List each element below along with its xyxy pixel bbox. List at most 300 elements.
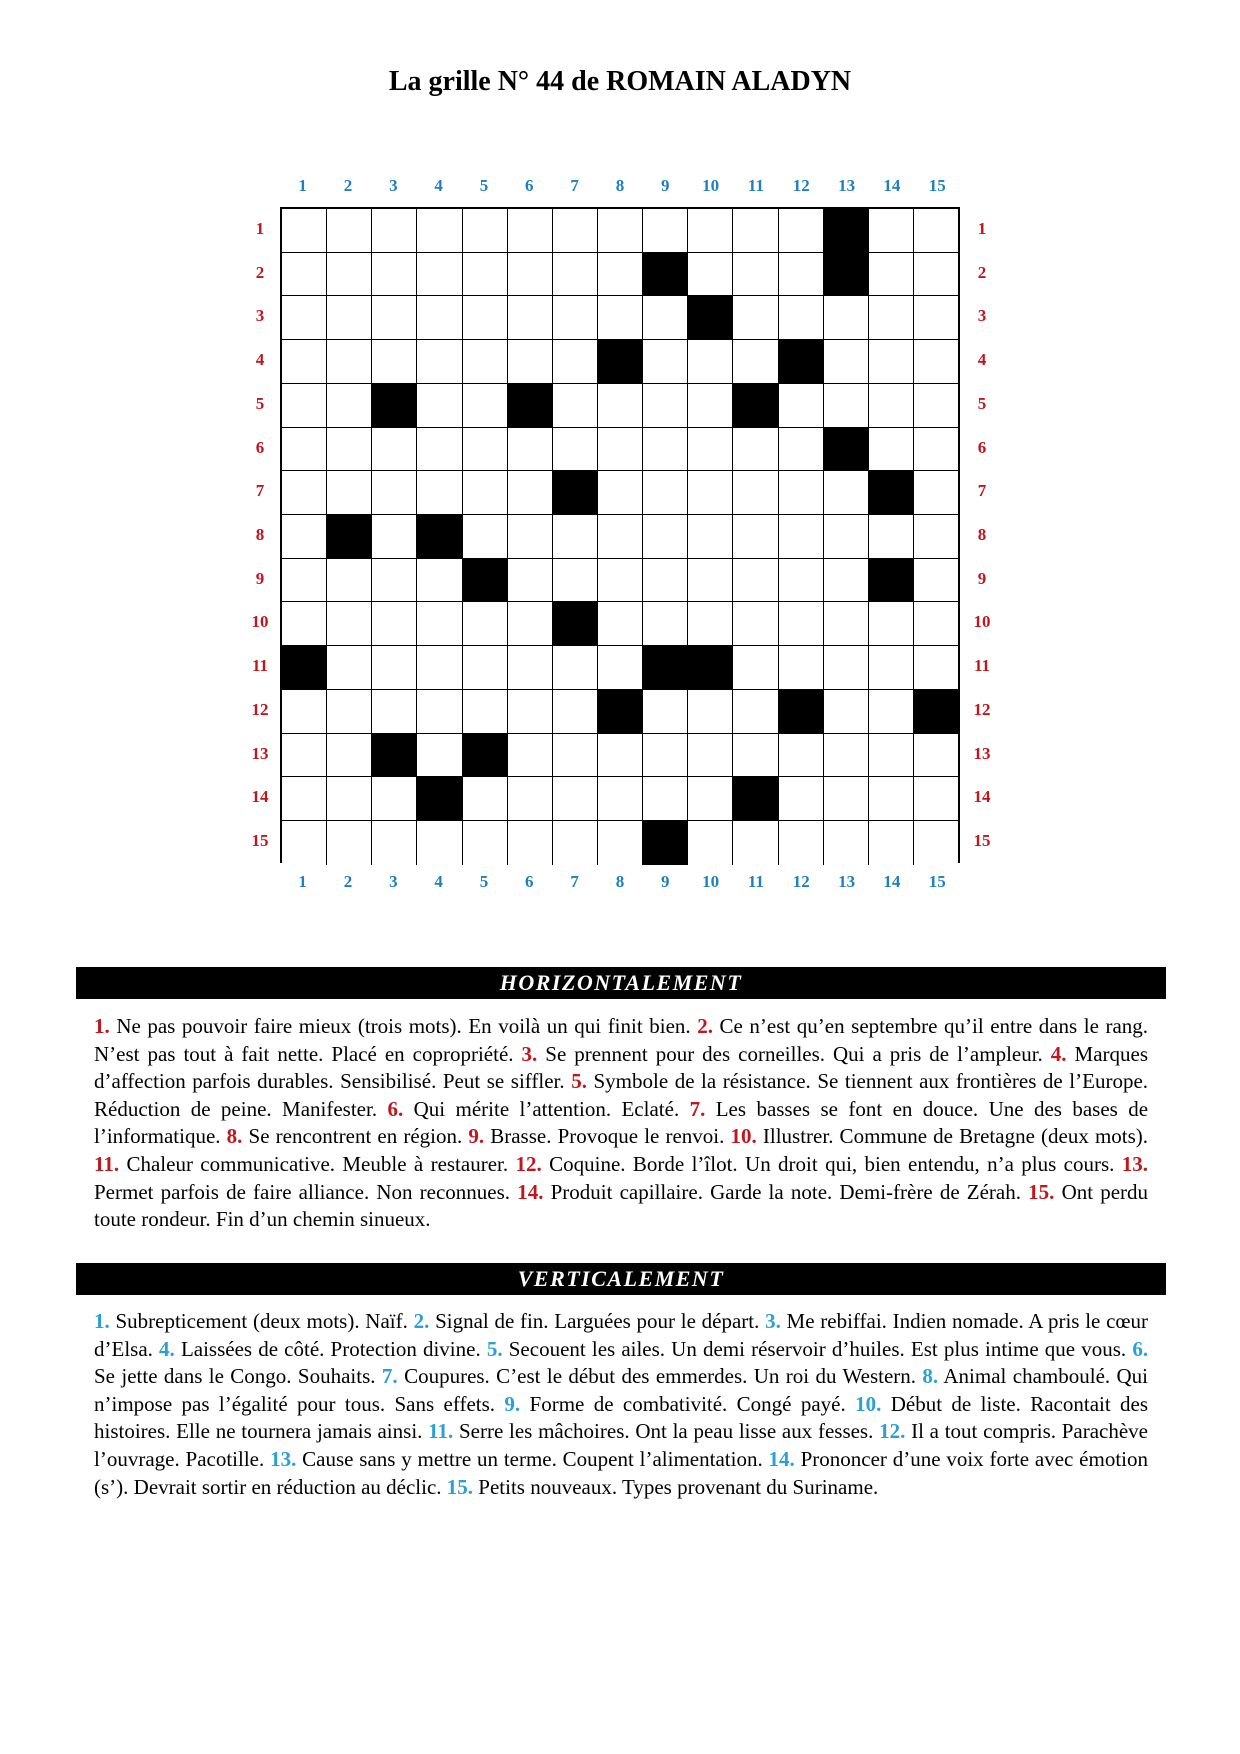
column-number: 4 <box>434 872 443 891</box>
white-cell[interactable] <box>598 734 643 778</box>
white-cell[interactable] <box>463 253 508 297</box>
white-cell[interactable] <box>733 471 778 515</box>
white-cell[interactable] <box>733 646 778 690</box>
white-cell[interactable] <box>824 602 869 646</box>
clue-text: Signal de fin. Larguées pour le départ. <box>435 1309 760 1333</box>
white-cell[interactable] <box>824 646 869 690</box>
white-cell[interactable] <box>417 471 462 515</box>
column-number: 7 <box>570 872 579 891</box>
row-number: 4 <box>977 350 987 370</box>
black-cell <box>553 471 598 515</box>
white-cell[interactable] <box>417 559 462 603</box>
white-cell[interactable] <box>553 209 598 253</box>
white-cell[interactable] <box>282 734 327 778</box>
white-cell[interactable] <box>372 602 417 646</box>
white-cell[interactable] <box>688 428 733 472</box>
black-cell <box>372 734 417 778</box>
white-cell[interactable] <box>417 296 462 340</box>
white-cell[interactable] <box>553 384 598 428</box>
white-cell[interactable] <box>417 253 462 297</box>
white-cell[interactable] <box>508 821 553 865</box>
white-cell[interactable] <box>553 690 598 734</box>
clue-text: Cause sans y mettre un terme. Coupent l’alimentation. <box>302 1446 763 1471</box>
white-cell[interactable] <box>463 209 508 253</box>
white-cell[interactable] <box>598 515 643 559</box>
clue-text: Qui mérite l’attention. Eclaté. <box>413 1096 680 1121</box>
black-cell <box>824 253 869 297</box>
white-cell[interactable] <box>733 559 778 603</box>
white-cell[interactable] <box>643 602 688 646</box>
black-cell <box>688 646 733 690</box>
clue-text: Animal chamboulé. Qui n’impose pas l’égalité pour tous. Sans effets. <box>94 1364 1149 1416</box>
white-cell[interactable] <box>508 428 553 472</box>
white-cell[interactable] <box>733 602 778 646</box>
white-cell[interactable] <box>688 690 733 734</box>
white-cell[interactable] <box>869 690 914 734</box>
column-number: 12 <box>792 872 810 891</box>
vertical-heading: VERTICALEMENT <box>76 1263 1166 1295</box>
white-cell[interactable] <box>372 690 417 734</box>
grid-row <box>282 646 958 690</box>
column-number: 1 <box>298 176 307 195</box>
white-cell[interactable] <box>508 471 553 515</box>
column-number: 3 <box>389 872 398 891</box>
white-cell[interactable] <box>914 253 958 297</box>
white-cell[interactable] <box>869 821 914 865</box>
clue-text: Ce n’est qu’en septembre qu’il entre dans le rang. N’est pas tout à fait nette. Placé en copropriété. <box>94 1014 1149 1066</box>
white-cell[interactable] <box>417 821 462 865</box>
white-cell[interactable] <box>282 340 327 384</box>
white-cell[interactable] <box>733 340 778 384</box>
row-number: 11 <box>973 656 991 676</box>
grid-row <box>282 734 958 778</box>
white-cell[interactable] <box>598 777 643 821</box>
white-cell[interactable] <box>508 690 553 734</box>
white-cell[interactable] <box>824 384 869 428</box>
clue-text: Coupures. C’est le début des emmerdes. Un roi du Western. <box>404 1364 917 1389</box>
clue-text: Marques d’affection parfois durables. Sensibilisé. Peut se siffler. <box>94 1041 1149 1094</box>
column-number: 1 <box>298 872 307 891</box>
white-cell[interactable] <box>372 428 417 472</box>
white-cell[interactable] <box>553 515 598 559</box>
white-cell[interactable] <box>643 384 688 428</box>
black-cell <box>417 777 462 821</box>
clue-number: 1. <box>94 1309 110 1333</box>
white-cell[interactable] <box>643 340 688 384</box>
white-cell[interactable] <box>372 559 417 603</box>
column-number: 14 <box>883 176 901 195</box>
page-title: La grille N° 44 de ROMAIN ALADYN <box>388 66 852 97</box>
white-cell[interactable] <box>282 471 327 515</box>
black-cell <box>553 602 598 646</box>
white-cell[interactable] <box>733 209 778 253</box>
column-number: 6 <box>525 872 534 891</box>
white-cell[interactable] <box>372 646 417 690</box>
white-cell[interactable] <box>372 253 417 297</box>
white-cell[interactable] <box>282 209 327 253</box>
white-cell[interactable] <box>372 777 417 821</box>
white-cell[interactable] <box>417 602 462 646</box>
black-cell <box>643 253 688 297</box>
white-cell[interactable] <box>688 602 733 646</box>
row-number: 2 <box>977 262 987 282</box>
white-cell[interactable] <box>869 428 914 472</box>
black-cell <box>643 821 688 865</box>
column-number: 15 <box>928 872 946 891</box>
white-cell[interactable] <box>463 602 508 646</box>
white-cell[interactable] <box>643 209 688 253</box>
row-number: 13 <box>251 743 269 763</box>
white-cell[interactable] <box>733 690 778 734</box>
white-cell[interactable] <box>508 646 553 690</box>
white-cell[interactable] <box>733 428 778 472</box>
clue-number: 9. <box>504 1391 521 1416</box>
white-cell[interactable] <box>914 777 958 821</box>
black-cell <box>282 646 327 690</box>
black-cell <box>327 515 372 559</box>
row-number: 15 <box>251 831 269 851</box>
white-cell[interactable] <box>733 515 778 559</box>
white-cell[interactable] <box>372 209 417 253</box>
white-cell[interactable] <box>914 296 958 340</box>
white-cell[interactable] <box>733 821 778 865</box>
white-cell[interactable] <box>553 340 598 384</box>
clue-number: 2. <box>697 1014 713 1038</box>
white-cell[interactable] <box>417 734 462 778</box>
white-cell[interactable] <box>779 821 824 865</box>
white-cell[interactable] <box>824 515 869 559</box>
row-number: 12 <box>973 699 991 719</box>
black-cell <box>779 690 824 734</box>
white-cell[interactable] <box>327 690 372 734</box>
clue-text: Ne pas pouvoir faire mieux (trois mots). En voilà un qui finit bien. <box>116 1014 691 1038</box>
clue-number: 7. <box>381 1364 398 1389</box>
white-cell[interactable] <box>643 690 688 734</box>
white-cell[interactable] <box>779 734 824 778</box>
white-cell[interactable] <box>553 428 598 472</box>
white-cell[interactable] <box>824 777 869 821</box>
white-cell[interactable] <box>508 209 553 253</box>
white-cell[interactable] <box>553 777 598 821</box>
white-cell[interactable] <box>688 777 733 821</box>
white-cell[interactable] <box>688 734 733 778</box>
black-cell <box>779 340 824 384</box>
white-cell[interactable] <box>824 296 869 340</box>
white-cell[interactable] <box>598 602 643 646</box>
clue-text: Forme de combativité. Congé payé. <box>529 1391 846 1416</box>
white-cell[interactable] <box>463 296 508 340</box>
white-cell[interactable] <box>688 384 733 428</box>
clue-number: 7. <box>689 1096 706 1121</box>
white-cell[interactable] <box>598 296 643 340</box>
white-cell[interactable] <box>914 821 958 865</box>
white-cell[interactable] <box>327 384 372 428</box>
clue-number: 4. <box>1050 1041 1067 1066</box>
row-number: 5 <box>255 393 265 413</box>
white-cell[interactable] <box>598 384 643 428</box>
white-cell[interactable] <box>688 821 733 865</box>
white-cell[interactable] <box>327 471 372 515</box>
vertical-clues <box>94 1308 1148 1501</box>
row-number: 11 <box>251 656 269 676</box>
clue-number: 4. <box>159 1336 175 1361</box>
white-cell[interactable] <box>869 646 914 690</box>
white-cell[interactable] <box>417 384 462 428</box>
white-cell[interactable] <box>688 253 733 297</box>
column-number: 4 <box>434 176 443 195</box>
white-cell[interactable] <box>598 253 643 297</box>
white-cell[interactable] <box>327 209 372 253</box>
white-cell[interactable] <box>553 734 598 778</box>
column-number: 9 <box>661 176 670 195</box>
white-cell[interactable] <box>463 428 508 472</box>
white-cell[interactable] <box>327 340 372 384</box>
white-cell[interactable] <box>508 253 553 297</box>
white-cell[interactable] <box>869 602 914 646</box>
white-cell[interactable] <box>598 559 643 603</box>
row-number: 6 <box>255 437 265 457</box>
white-cell[interactable] <box>463 340 508 384</box>
white-cell[interactable] <box>327 296 372 340</box>
clue-text: Coquine. Borde l’îlot. Un droit qui, bien entendu, n’a plus cours. <box>549 1151 1115 1176</box>
white-cell[interactable] <box>779 209 824 253</box>
white-cell[interactable] <box>463 646 508 690</box>
row-number: 1 <box>255 219 265 238</box>
black-cell <box>598 340 643 384</box>
white-cell[interactable] <box>417 209 462 253</box>
white-cell[interactable] <box>327 734 372 778</box>
clue-number: 8. <box>922 1364 939 1389</box>
white-cell[interactable] <box>824 471 869 515</box>
white-cell[interactable] <box>824 340 869 384</box>
white-cell[interactable] <box>824 559 869 603</box>
white-cell[interactable] <box>598 471 643 515</box>
white-cell[interactable] <box>779 515 824 559</box>
white-cell[interactable] <box>914 340 958 384</box>
white-cell[interactable] <box>824 734 869 778</box>
row-number: 13 <box>973 743 991 763</box>
white-cell[interactable] <box>643 515 688 559</box>
white-cell[interactable] <box>508 296 553 340</box>
column-number: 5 <box>479 872 489 891</box>
white-cell[interactable] <box>914 734 958 778</box>
white-cell[interactable] <box>553 821 598 865</box>
white-cell[interactable] <box>779 602 824 646</box>
white-cell[interactable] <box>779 428 824 472</box>
white-cell[interactable] <box>327 602 372 646</box>
clue-number: 9. <box>468 1124 485 1149</box>
row-number: 10 <box>973 612 991 632</box>
white-cell[interactable] <box>914 384 958 428</box>
clue-text: Chaleur communicative. Meuble à restaurer. <box>126 1151 509 1176</box>
white-cell[interactable] <box>282 821 327 865</box>
black-cell <box>824 428 869 472</box>
black-cell <box>869 471 914 515</box>
white-cell[interactable] <box>282 384 327 428</box>
white-cell[interactable] <box>327 559 372 603</box>
white-cell[interactable] <box>914 428 958 472</box>
white-cell[interactable] <box>869 253 914 297</box>
white-cell[interactable] <box>733 296 778 340</box>
white-cell[interactable] <box>553 559 598 603</box>
grid-row <box>282 428 958 472</box>
white-cell[interactable] <box>779 384 824 428</box>
white-cell[interactable] <box>327 253 372 297</box>
clue-number: 13. <box>1121 1151 1149 1176</box>
white-cell[interactable] <box>463 777 508 821</box>
row-number: 14 <box>251 787 269 807</box>
white-cell[interactable] <box>282 559 327 603</box>
white-cell[interactable] <box>824 690 869 734</box>
white-cell[interactable] <box>417 646 462 690</box>
clue-number: 15. <box>1028 1179 1055 1204</box>
white-cell[interactable] <box>869 340 914 384</box>
column-number: 3 <box>389 176 398 195</box>
row-number: 3 <box>977 306 987 326</box>
white-cell[interactable] <box>779 296 824 340</box>
clue-number: 6. <box>1132 1336 1149 1361</box>
white-cell[interactable] <box>327 821 372 865</box>
white-cell[interactable] <box>282 515 327 559</box>
white-cell[interactable] <box>463 515 508 559</box>
white-cell[interactable] <box>869 515 914 559</box>
black-cell <box>688 296 733 340</box>
row-number: 2 <box>255 262 265 282</box>
white-cell[interactable] <box>779 253 824 297</box>
white-cell[interactable] <box>553 253 598 297</box>
crossword-grid <box>280 207 960 863</box>
white-cell[interactable] <box>508 559 553 603</box>
white-cell[interactable] <box>598 646 643 690</box>
white-cell[interactable] <box>282 428 327 472</box>
white-cell[interactable] <box>327 428 372 472</box>
row-number: 8 <box>977 525 987 545</box>
white-cell[interactable] <box>779 471 824 515</box>
white-cell[interactable] <box>779 646 824 690</box>
clue-number: 3. <box>765 1309 781 1333</box>
white-cell[interactable] <box>733 253 778 297</box>
clue-number: 12. <box>515 1151 542 1176</box>
clue-number: 14. <box>517 1179 544 1204</box>
white-cell[interactable] <box>688 559 733 603</box>
white-cell[interactable] <box>688 209 733 253</box>
white-cell[interactable] <box>282 296 327 340</box>
clue-text: Symbole de la résistance. Se tiennent aux frontières de l’Europe. Réduction de peine. Manifester. <box>94 1069 1149 1121</box>
white-cell[interactable] <box>869 384 914 428</box>
white-cell[interactable] <box>553 296 598 340</box>
clue-number: 13. <box>270 1446 297 1471</box>
white-cell[interactable] <box>553 646 598 690</box>
clue-number: 1. <box>94 1014 110 1038</box>
white-cell[interactable] <box>779 777 824 821</box>
white-cell[interactable] <box>463 690 508 734</box>
clue-number: 6. <box>387 1096 404 1121</box>
column-numbers-bottom <box>280 872 960 894</box>
white-cell[interactable] <box>869 777 914 821</box>
white-cell[interactable] <box>463 471 508 515</box>
black-cell <box>463 559 508 603</box>
white-cell[interactable] <box>643 428 688 472</box>
white-cell[interactable] <box>372 515 417 559</box>
clue-text: Se rencontrent en région. <box>248 1124 463 1149</box>
white-cell[interactable] <box>598 209 643 253</box>
clue-number: 15. <box>446 1474 474 1499</box>
clue-number: 5. <box>486 1336 503 1361</box>
white-cell[interactable] <box>869 734 914 778</box>
white-cell[interactable] <box>643 777 688 821</box>
white-cell[interactable] <box>372 471 417 515</box>
white-cell[interactable] <box>688 340 733 384</box>
column-number: 7 <box>570 176 579 195</box>
row-number: 10 <box>251 612 269 632</box>
white-cell[interactable] <box>914 602 958 646</box>
white-cell[interactable] <box>643 559 688 603</box>
white-cell[interactable] <box>869 209 914 253</box>
white-cell[interactable] <box>643 296 688 340</box>
white-cell[interactable] <box>914 646 958 690</box>
white-cell[interactable] <box>643 471 688 515</box>
white-cell[interactable] <box>688 515 733 559</box>
row-numbers-right <box>962 207 1002 887</box>
white-cell[interactable] <box>282 602 327 646</box>
white-cell[interactable] <box>282 777 327 821</box>
column-number: 6 <box>525 176 534 195</box>
black-cell <box>733 777 778 821</box>
black-cell <box>508 384 553 428</box>
white-cell[interactable] <box>914 471 958 515</box>
white-cell[interactable] <box>417 428 462 472</box>
white-cell[interactable] <box>282 690 327 734</box>
grid-row <box>282 515 958 559</box>
clue-text: Se prennent pour des corneilles. Qui a pris de l’ampleur. <box>545 1041 1043 1066</box>
white-cell[interactable] <box>508 515 553 559</box>
white-cell[interactable] <box>417 690 462 734</box>
white-cell[interactable] <box>598 821 643 865</box>
white-cell[interactable] <box>463 821 508 865</box>
white-cell[interactable] <box>779 559 824 603</box>
white-cell[interactable] <box>824 821 869 865</box>
white-cell[interactable] <box>508 602 553 646</box>
white-cell[interactable] <box>869 296 914 340</box>
white-cell[interactable] <box>598 428 643 472</box>
clue-number: 14. <box>768 1446 795 1471</box>
white-cell[interactable] <box>643 734 688 778</box>
white-cell[interactable] <box>327 646 372 690</box>
white-cell[interactable] <box>508 340 553 384</box>
white-cell[interactable] <box>914 559 958 603</box>
white-cell[interactable] <box>688 471 733 515</box>
white-cell[interactable] <box>508 734 553 778</box>
white-cell[interactable] <box>914 515 958 559</box>
column-number: 14 <box>883 872 901 891</box>
row-number: 5 <box>977 393 987 413</box>
white-cell[interactable] <box>463 384 508 428</box>
clue-text: Serre les mâchoires. Ont la peau lisse aux fesses. <box>458 1419 874 1444</box>
clue-text: Ont perdu toute rondeur. Fin d’un chemin sinueux. <box>94 1179 1149 1232</box>
white-cell[interactable] <box>372 340 417 384</box>
white-cell[interactable] <box>914 209 958 253</box>
horizontal-heading: HORIZONTALEMENT <box>76 967 1166 999</box>
white-cell[interactable] <box>417 340 462 384</box>
white-cell[interactable] <box>282 253 327 297</box>
white-cell[interactable] <box>372 296 417 340</box>
white-cell[interactable] <box>327 777 372 821</box>
white-cell[interactable] <box>508 777 553 821</box>
black-cell <box>598 690 643 734</box>
column-number: 8 <box>615 176 625 195</box>
white-cell[interactable] <box>372 821 417 865</box>
white-cell[interactable] <box>733 734 778 778</box>
